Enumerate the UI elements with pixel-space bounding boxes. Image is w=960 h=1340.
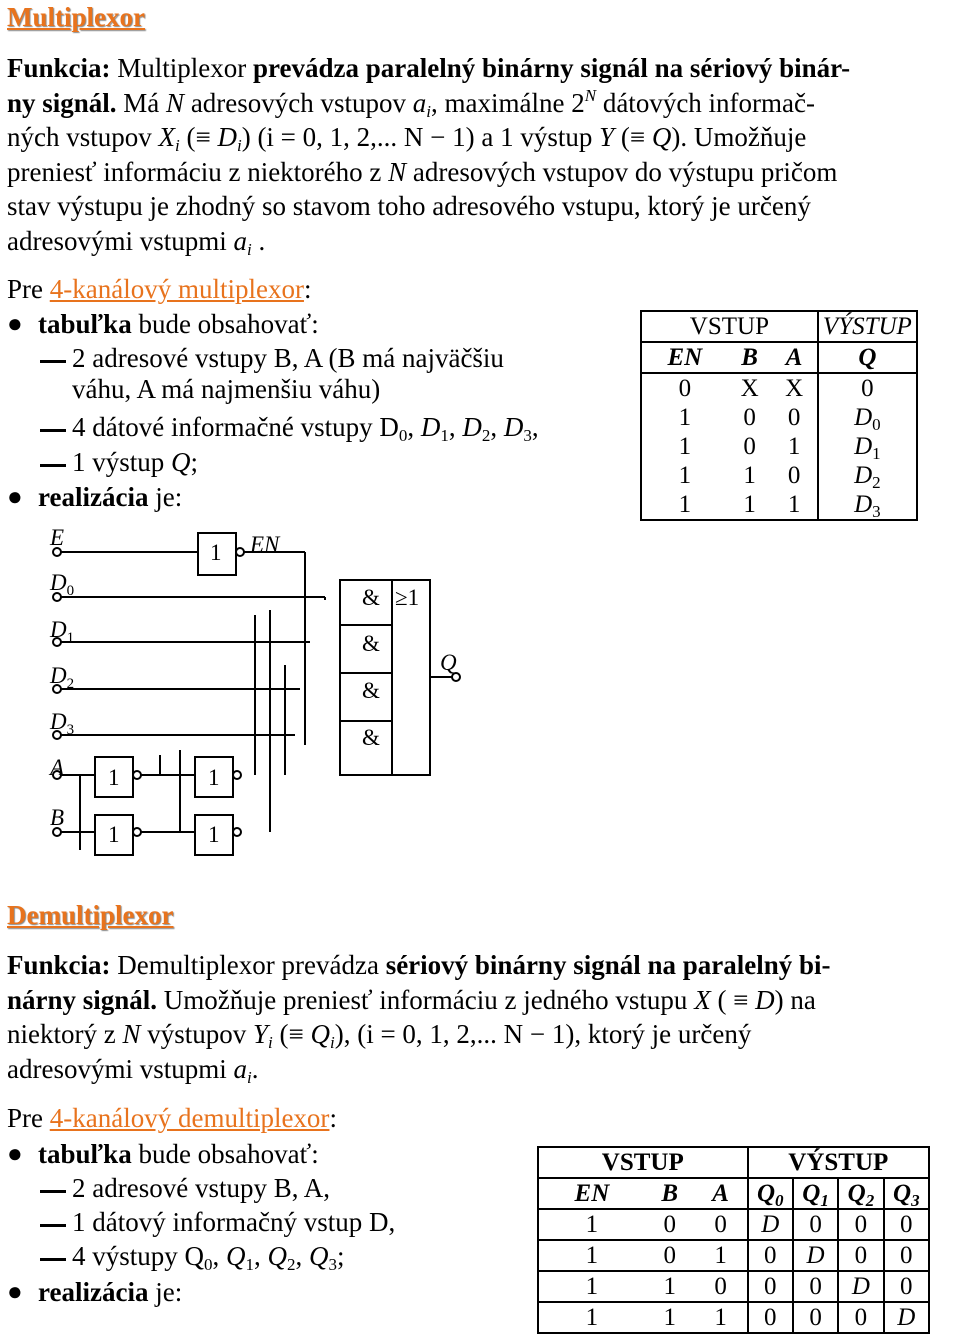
text: sériový binárny signál na paralelný bi- bbox=[385, 950, 831, 980]
bullet-icon: ● bbox=[7, 1139, 23, 1168]
text: ) bbox=[241, 122, 251, 152]
table-cell: 1 bbox=[743, 461, 756, 489]
gate-and-label: & bbox=[362, 631, 380, 656]
table-header: EN bbox=[641, 342, 728, 373]
table-cell: 1 bbox=[772, 490, 818, 520]
table-header: B bbox=[645, 1178, 695, 1209]
table-cell: 0 bbox=[838, 1302, 883, 1333]
label-D3: $D_3$ bbox=[50, 709, 75, 738]
table-cell: 0 bbox=[884, 1209, 929, 1240]
func-bold-text: prevádza paralelný binárny signál na sériový binár- bbox=[253, 53, 851, 83]
gate-and-label: & bbox=[362, 725, 380, 750]
label-E: E bbox=[50, 525, 65, 550]
gate-not-label: 1 bbox=[208, 765, 220, 790]
mux-dash-1 bbox=[72, 343, 592, 405]
text: tabuľka bbox=[38, 1139, 132, 1169]
sup-N: N bbox=[584, 85, 597, 105]
text: preniesť informáciu z niektorého z bbox=[7, 156, 382, 187]
table-row bbox=[538, 1209, 929, 1240]
table-cell: 1 bbox=[695, 1302, 748, 1333]
sub-i: i bbox=[246, 239, 252, 259]
table-cell: $D_1$ bbox=[818, 432, 917, 461]
table-cell: 1 bbox=[538, 1240, 645, 1271]
label-D2: $D_2$ bbox=[50, 663, 75, 692]
mux-dash-2: 4 dátové informačné vstupy $D_0$, $D_1$, $D_2$, $D_3$, bbox=[72, 412, 539, 445]
dash-icon bbox=[40, 1190, 66, 1193]
label-Q: Q bbox=[440, 650, 457, 675]
text: výstupov bbox=[147, 1019, 247, 1049]
table-cell: 0 bbox=[695, 1271, 748, 1302]
dash-icon bbox=[40, 464, 66, 467]
table-cell: 0 bbox=[884, 1240, 929, 1271]
text: adresovými vstupmi bbox=[7, 225, 227, 256]
table-header: $Q_0$ bbox=[748, 1178, 793, 1209]
table-header: VÝSTUP bbox=[818, 311, 917, 342]
table-header-row bbox=[538, 1178, 929, 1209]
table-cell: 0 bbox=[645, 1240, 695, 1271]
table-cell: 1 bbox=[772, 432, 818, 461]
table-header: $Q_2$ bbox=[838, 1178, 883, 1209]
bullet-icon: ● bbox=[7, 482, 23, 511]
table-header: Q bbox=[818, 342, 917, 373]
mux-heading: Multiplexor bbox=[7, 2, 145, 32]
table-cell: $D_3$ bbox=[818, 490, 917, 520]
mux-description: Funkcia: Multiplexor prevádza paralelný binárny signál na sériový binár- ny signál. Má N adresových vstupov $a_i$, maximálne $2^N$ dátových informač- ných vstupov $X_i$ (≡ $D_i$) (i = 0, 1, 2,... N − 1) a 1 výstup Y (≡ Q). Umožňuje preniesť informáciu z niektorého z N adresových vstupov do výstupu pričom stav výstupu je zhodný so stavom toho adresového vstupu, ktorý je určený adresovými vstupmi $a_i$ . bbox=[7, 51, 957, 258]
text: stav výstupu je zhodný so stavom toho adresového vstupu, ktorý je určený bbox=[7, 191, 811, 221]
func-name: Multiplexor bbox=[117, 53, 247, 83]
table-row bbox=[538, 1302, 929, 1333]
demux-dash-2: 1 dátový informačný vstup D, bbox=[72, 1207, 396, 1237]
table-cell: 0 bbox=[645, 1209, 695, 1240]
table-cell: 0 bbox=[695, 1209, 748, 1240]
mux-bullet-realizacia bbox=[38, 482, 182, 513]
table-row bbox=[538, 1271, 929, 1302]
table-cell: D bbox=[884, 1302, 929, 1333]
text: nárny signál. bbox=[7, 984, 158, 1015]
table-body bbox=[538, 1209, 929, 1333]
table-cell: 0 bbox=[793, 1209, 838, 1240]
demux-dash-3: 4 výstupy $Q_0$, $Q_1$, $Q_2$, $Q_3$; bbox=[72, 1241, 345, 1274]
text: Pre bbox=[7, 274, 43, 304]
text: 4 výstupy Q bbox=[72, 1241, 205, 1271]
text: ). Umožňuje bbox=[671, 122, 807, 152]
text: Má bbox=[123, 87, 160, 118]
table-header: $Q_1$ bbox=[793, 1178, 838, 1209]
func-label: Funkcia: bbox=[7, 950, 111, 980]
text: tabuľka bbox=[38, 309, 132, 339]
sub-i: i bbox=[236, 136, 242, 155]
gate-and-label: & bbox=[362, 678, 380, 703]
table-header: EN bbox=[538, 1178, 645, 1209]
sub-i: i bbox=[426, 101, 432, 121]
table-row bbox=[641, 461, 917, 490]
table-cell: 0 bbox=[793, 1271, 838, 1302]
dash-icon bbox=[40, 1224, 66, 1227]
gate-and-label: & bbox=[362, 585, 380, 610]
var-X: X bbox=[158, 122, 175, 152]
table-cell: 1 bbox=[641, 461, 728, 490]
dash-icon bbox=[40, 1258, 66, 1261]
dash-icon bbox=[40, 429, 66, 432]
demux-bullet-realizacia bbox=[38, 1277, 182, 1308]
gate-not-label: 1 bbox=[108, 765, 120, 790]
text: , maximálne 2 bbox=[431, 87, 585, 118]
table-cell: 0 bbox=[748, 1271, 793, 1302]
func-bold-end: ny signál. bbox=[7, 87, 117, 118]
table-cell: 0 bbox=[748, 1240, 793, 1271]
func-label: Funkcia: bbox=[7, 53, 111, 83]
table-cell: 1 bbox=[645, 1271, 695, 1302]
var-N: N bbox=[166, 87, 185, 118]
text: realizácia bbox=[38, 482, 149, 512]
table-cell: 0 bbox=[743, 403, 756, 431]
text: ných vstupov bbox=[7, 122, 152, 152]
table-row bbox=[641, 403, 917, 432]
label-D0: $D_0$ bbox=[50, 570, 75, 599]
text: (≡ bbox=[186, 122, 211, 152]
var-Y: Y bbox=[253, 1019, 269, 1049]
table-cell: 1 bbox=[641, 403, 728, 432]
table-cell: 0 bbox=[772, 461, 818, 490]
text: 1 výstup bbox=[72, 447, 165, 477]
table-cell: D bbox=[838, 1271, 883, 1302]
table-cell: D bbox=[748, 1209, 793, 1240]
label-D1: $D_1$ bbox=[50, 617, 75, 646]
text: je: bbox=[155, 482, 183, 512]
text: adresovými vstupmi bbox=[7, 1053, 227, 1084]
label-A: A bbox=[50, 755, 65, 780]
text: dátových informač- bbox=[602, 87, 815, 118]
text: ) na bbox=[774, 984, 816, 1015]
demux-description: Funkcia: Demultiplexor prevádza sériový binárny signál na paralelný bi- nárny signál. Umožňuje preniesť informáciu z jedného vstupu X ( ≡ D) na niektorý z N výstupov $Y_i$ (≡ $Q_i$), (i = 0, 1, 2,... N − 1), ktorý je určený adresovými vstupmi $a_i$. bbox=[7, 950, 831, 1087]
table-cell: 1 bbox=[538, 1302, 645, 1333]
var-D: D bbox=[217, 122, 237, 152]
mux-dash-3: 1 výstup Q; bbox=[72, 447, 199, 477]
text: 4 dátové informačné vstupy D bbox=[72, 412, 399, 442]
table-cell: X bbox=[728, 373, 772, 403]
table-cell: $D_0$ bbox=[818, 403, 917, 432]
table-row bbox=[641, 490, 917, 520]
bullet-icon: ● bbox=[7, 1277, 23, 1306]
table-cell: 0 bbox=[884, 1271, 929, 1302]
table-row bbox=[641, 432, 917, 461]
text: ( ≡ bbox=[717, 984, 749, 1015]
gate-not-label: 1 bbox=[108, 822, 120, 847]
text: Demultiplexor prevádza bbox=[117, 950, 379, 980]
table-cell: 1 bbox=[645, 1302, 695, 1333]
text: realizácia bbox=[38, 1277, 149, 1307]
table-cell: X bbox=[772, 373, 818, 403]
mux-pre-line bbox=[7, 274, 311, 305]
text: je: bbox=[155, 1277, 183, 1307]
text: adresových vstupov bbox=[190, 87, 407, 118]
table-body bbox=[641, 373, 917, 520]
sub-i: i bbox=[175, 136, 180, 155]
text: váhu, A má najmenšiu váhu) bbox=[72, 374, 381, 404]
text: 2 adresové vstupy B, A (B má najväčšiu bbox=[72, 343, 504, 373]
var-a: a bbox=[412, 87, 427, 118]
mux-logic-diagram bbox=[0, 525, 600, 865]
table-cell: 0 bbox=[641, 373, 728, 403]
gate-not-label: 1 bbox=[210, 540, 222, 565]
mux-kind-label: 4-kanálový multiplexor bbox=[49, 274, 304, 304]
var-D: D bbox=[755, 984, 775, 1015]
table-cell: 1 bbox=[728, 490, 772, 520]
demux-bullet-table bbox=[38, 1139, 319, 1170]
demux-truth-table bbox=[537, 1146, 930, 1334]
text: bude obsahovať: bbox=[138, 1139, 319, 1169]
table-cell: 0 bbox=[772, 403, 818, 432]
table-cell: 0 bbox=[743, 432, 756, 460]
var-a: a bbox=[233, 225, 247, 256]
text: ), (i = 0, 1, 2,... N − 1), ktorý je určený bbox=[334, 1019, 752, 1049]
table-header: $Q_3$ bbox=[884, 1178, 929, 1209]
table-cell: 1 bbox=[641, 432, 728, 461]
var-Q: Q bbox=[651, 122, 672, 152]
table-cell: 0 bbox=[838, 1240, 883, 1271]
table-cell: D bbox=[793, 1240, 838, 1271]
text: : bbox=[329, 1103, 337, 1133]
mux-bullet-table bbox=[38, 309, 319, 340]
table-cell: 0 bbox=[748, 1302, 793, 1333]
dash-icon bbox=[40, 360, 66, 363]
demux-dash-1: 2 adresové vstupy B, A, bbox=[72, 1173, 330, 1203]
table-row bbox=[538, 1240, 929, 1271]
label-B: B bbox=[50, 805, 65, 830]
demux-heading: Demultiplexor bbox=[7, 900, 174, 930]
table-cell: 0 bbox=[818, 373, 917, 403]
table-cell: 0 bbox=[838, 1209, 883, 1240]
table-cell: $D_2$ bbox=[818, 461, 917, 490]
table-header: VÝSTUP bbox=[748, 1147, 929, 1178]
text: Umožňuje preniesť informáciu z jedného vstupu bbox=[163, 984, 688, 1015]
table-header: A bbox=[695, 1178, 748, 1209]
var-Y: Y bbox=[599, 122, 615, 152]
table-header: A bbox=[772, 342, 818, 373]
var-N: N bbox=[122, 1019, 141, 1049]
label-EN: EN bbox=[250, 532, 280, 557]
table-cell: 0 bbox=[793, 1302, 838, 1333]
var-N: N bbox=[388, 156, 407, 187]
bullet-icon: ● bbox=[7, 309, 23, 338]
var-Q: Q bbox=[171, 447, 191, 477]
mux-truth-table bbox=[640, 310, 918, 521]
text: : bbox=[303, 274, 312, 304]
table-cell: 1 bbox=[641, 490, 728, 520]
text: adresových vstupov do výstupu pričom bbox=[412, 156, 838, 187]
table-cell: 1 bbox=[695, 1240, 748, 1271]
gate-or-label: ≥1 bbox=[395, 585, 420, 610]
text: Pre bbox=[7, 1103, 43, 1133]
table-row bbox=[641, 373, 917, 403]
demux-kind-label: 4-kanálový demultiplexor bbox=[49, 1103, 330, 1133]
text: niektorý z bbox=[7, 1019, 116, 1049]
table-header: VSTUP bbox=[538, 1147, 748, 1178]
table-cell: 1 bbox=[538, 1271, 645, 1302]
text: (≡ bbox=[620, 122, 646, 152]
table-header: B bbox=[728, 342, 772, 373]
gate-not-label: 1 bbox=[208, 822, 220, 847]
table-header: VSTUP bbox=[641, 311, 818, 342]
text: (i = 0, 1, 2,... N − 1) a 1 výstup bbox=[257, 122, 593, 152]
table-cell: 1 bbox=[538, 1209, 645, 1240]
text: bude obsahovať: bbox=[138, 309, 319, 339]
var-X: X bbox=[694, 984, 711, 1015]
demux-pre-line bbox=[7, 1103, 337, 1134]
